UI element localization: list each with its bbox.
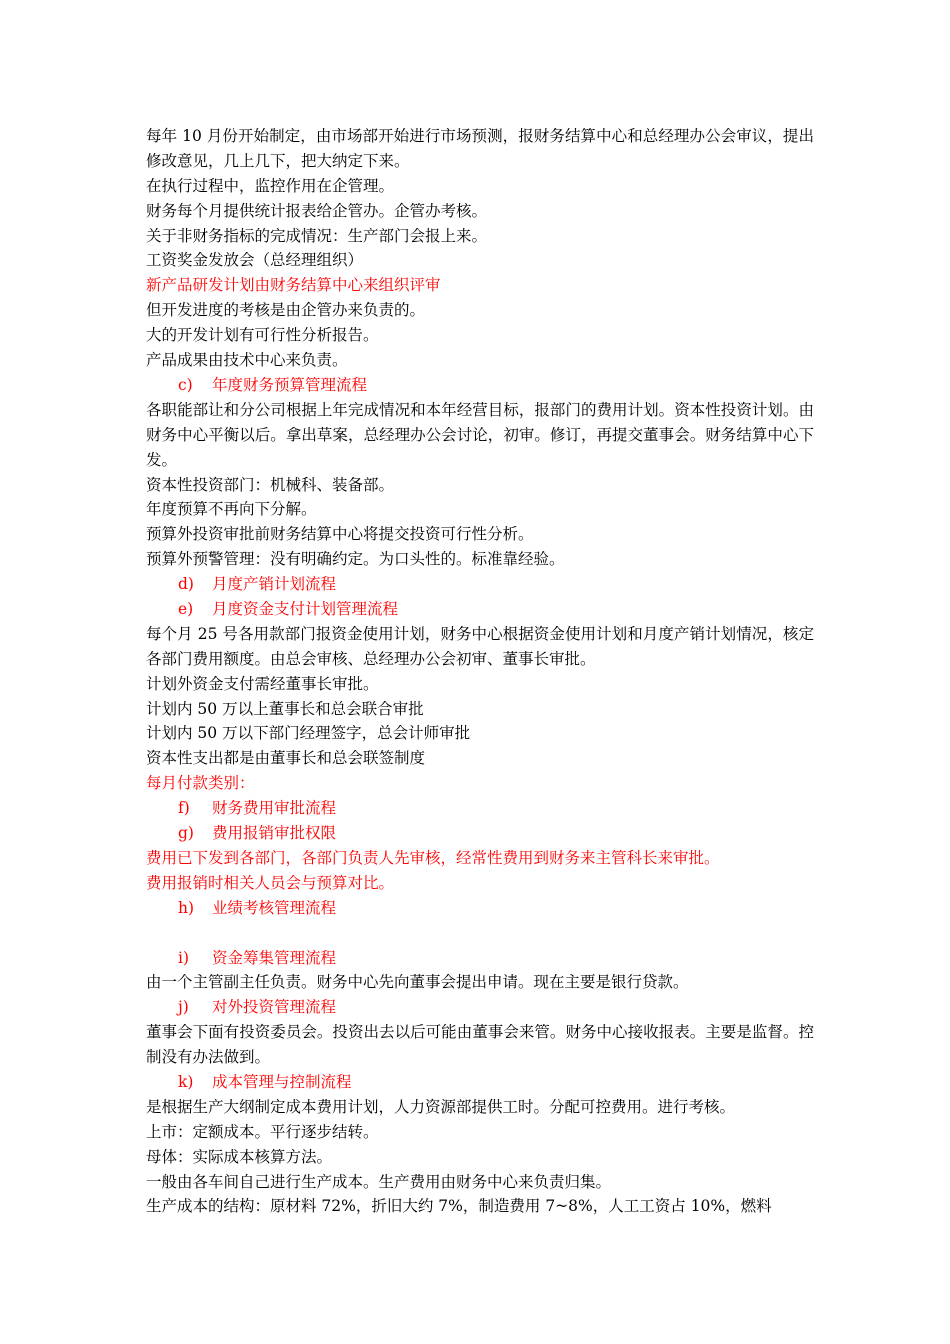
paragraph-capex-departments: 资本性投资部门：机械科、装备部。	[146, 475, 395, 494]
paragraph-expense-budget-compare: 费用报销时相关人员会与预算对比。	[146, 873, 395, 892]
paragraph-unplanned-payment: 计划外资金支付需经董事长审批。	[146, 674, 379, 693]
list-label: k)	[178, 1072, 194, 1091]
paragraph-rd-review: 新产品研发计划由财务结算中心来组织评审	[146, 276, 441, 295]
list-label: i)	[178, 948, 190, 967]
paragraph-workshop-costs: 一般由各车间自己进行生产成本。生产费用由财务中心来负责归集。	[146, 1172, 612, 1191]
list-heading: 成本管理与控制流程	[212, 1072, 352, 1091]
list-heading: 资金筹集管理流程	[212, 948, 337, 967]
list-item-d	[146, 572, 814, 597]
paragraph-monitoring: 在执行过程中，监控作用在企管理。	[146, 176, 395, 195]
paragraph-cost-plan: 是根据生产大纲制定成本费用计划，人力资源部提供工时。分配可控费用。进行考核。	[146, 1097, 736, 1116]
paragraph-product-results: 产品成果由技术中心来负责。	[146, 351, 348, 370]
list-label: h)	[178, 898, 195, 917]
blank-line	[146, 921, 814, 946]
list-label: g)	[178, 824, 194, 843]
list-heading: 财务费用审批流程	[212, 799, 337, 818]
paragraph-investment-committee: 董事会下面有投资委员会。投资出去以后可能由董事会来管。财务中心接收报表。主要是监督。控制没有办法做到。	[146, 1023, 814, 1067]
paragraph-monthly-funds: 每个月 25 号各用款部门报资金使用计划，财务中心根据资金使用计划和月度产销计划情况，核定各部门费用额度。由总会审核、总经理办公会初审、董事长审批。	[146, 624, 814, 668]
paragraph-payment-categories: 每月付款类别：	[146, 774, 255, 793]
list-label: j)	[178, 998, 189, 1017]
paragraph-capex-cosign: 资本性支出都是由董事长和总会联签制度	[146, 749, 426, 768]
paragraph-listed-costing: 上市：定额成本。平行逐步结转。	[146, 1122, 379, 1141]
paragraph-over-500k: 计划内 50 万以上董事长和总会联合审批	[146, 699, 424, 718]
paragraph-nonfinancial-indicators: 关于非财务指标的完成情况：生产部门会报上来。	[146, 226, 488, 245]
paragraph-fundraising: 由一个主管副主任负责。财务中心先向董事会提出申请。现在主要是银行贷款。	[146, 973, 689, 992]
list-item-e	[146, 597, 814, 622]
paragraph-dev-progress: 但开发进度的考核是由企管办来负责的。	[146, 301, 426, 320]
paragraph-expense-approval: 费用已下发到各部门，各部门负责人先审核，经常性费用到财务来主管科长来审批。	[146, 848, 720, 867]
list-heading: 月度产销计划流程	[212, 575, 337, 594]
paragraph-monthly-reports: 财务每个月提供统计报表给企管办。企管办考核。	[146, 201, 488, 220]
paragraph-parent-costing: 母体：实际成本核算方法。	[146, 1147, 333, 1166]
list-heading: 年度财务预算管理流程	[212, 375, 368, 394]
list-item-g	[146, 821, 814, 846]
paragraph-offbudget-warning: 预算外预警管理：没有明确约定。为口头性的。标准靠经验。	[146, 550, 565, 569]
list-item-f	[146, 796, 814, 821]
paragraph-budget-process: 各职能部让和分公司根据上年完成情况和本年经营目标，报部门的费用计划。资本性投资计划。由财务中心平衡以后。拿出草案，总经理办公会讨论，初审。修订，再提交董事会。财务结算中心下发。	[146, 400, 814, 469]
paragraph-offbudget-approval: 预算外投资审批前财务结算中心将提交投资可行性分析。	[146, 525, 534, 544]
list-item-j	[146, 995, 814, 1020]
paragraph-feasibility: 大的开发计划有可行性分析报告。	[146, 326, 379, 345]
list-label: f)	[178, 799, 190, 818]
list-heading: 月度资金支付计划管理流程	[212, 600, 399, 618]
list-item-i	[146, 946, 814, 971]
list-label: e)	[178, 600, 194, 618]
list-item-c	[146, 373, 814, 398]
list-item-h	[146, 896, 814, 921]
list-heading: 对外投资管理流程	[212, 998, 337, 1017]
paragraph-cost-structure: 生产成本的结构：原材料 72%，折旧大约 7%，制造费用 7~8%，人工工资占 10%，燃料	[146, 1197, 772, 1216]
paragraph-under-500k: 计划内 50 万以下部门经理签字，总会计师审批	[146, 724, 471, 743]
list-label: d)	[178, 575, 194, 594]
paragraph-budget-breakdown: 年度预算不再向下分解。	[146, 500, 317, 519]
list-item-k	[146, 1070, 814, 1095]
list-heading: 业绩考核管理流程	[212, 898, 337, 917]
list-heading: 费用报销审批权限	[212, 824, 337, 843]
paragraph-annual-planning: 每年 10 月份开始制定，由市场部开始进行市场预测，报财务结算中心和总经理办公会审议，提出修改意见，几上几下，把大纳定下来。	[146, 127, 814, 170]
document-page	[146, 124, 814, 1219]
list-label: c)	[178, 375, 193, 394]
paragraph-bonus-meeting: 工资奖金发放会（总经理组织）	[146, 251, 364, 270]
